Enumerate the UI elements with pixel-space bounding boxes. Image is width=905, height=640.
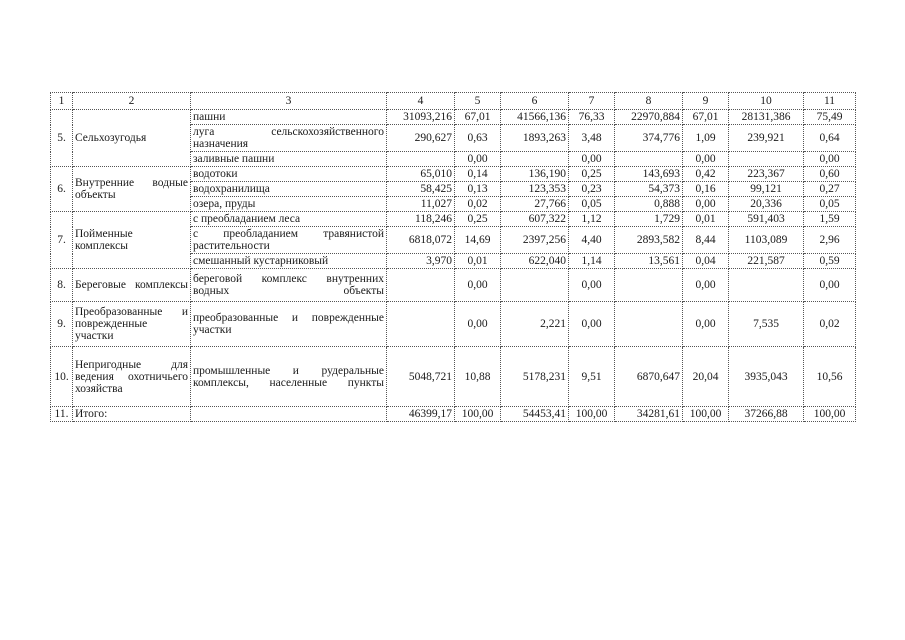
value-cell: 1103,089 xyxy=(729,227,804,254)
total-value-cell: 34281,61 xyxy=(615,407,683,422)
land-type: пашни xyxy=(191,110,387,125)
value-cell: 0,01 xyxy=(455,254,501,269)
value-cell: 622,040 xyxy=(501,254,569,269)
value-cell: 8,44 xyxy=(683,227,729,254)
category-name: Сельхозугодья xyxy=(73,110,191,167)
value-cell: 0,59 xyxy=(804,254,856,269)
table-body xyxy=(51,93,856,422)
value-cell: 0,63 xyxy=(455,125,501,152)
value-cell xyxy=(729,152,804,167)
value-cell: 239,921 xyxy=(729,125,804,152)
value-cell: 3,970 xyxy=(387,254,455,269)
value-cell: 6818,072 xyxy=(387,227,455,254)
land-type: преобразованные и поврежденные участки xyxy=(191,302,387,347)
value-cell: 0,05 xyxy=(804,197,856,212)
header-cell: 4 xyxy=(387,93,455,110)
value-cell: 0,00 xyxy=(569,152,615,167)
value-cell: 2,221 xyxy=(501,302,569,347)
row-number: 6. xyxy=(51,167,73,212)
land-type: заливные пашни xyxy=(191,152,387,167)
value-cell: 41566,136 xyxy=(501,110,569,125)
value-cell: 0,00 xyxy=(455,152,501,167)
table-row xyxy=(51,269,856,302)
land-type: промышленные и рудеральные комплексы, населенные пункты xyxy=(191,347,387,407)
header-cell: 11 xyxy=(804,93,856,110)
value-cell: 374,776 xyxy=(615,125,683,152)
land-type: водотоки xyxy=(191,167,387,182)
row-number: 7. xyxy=(51,212,73,269)
value-cell: 75,49 xyxy=(804,110,856,125)
value-cell: 0,42 xyxy=(683,167,729,182)
value-cell: 0,25 xyxy=(569,167,615,182)
header-cell: 6 xyxy=(501,93,569,110)
value-cell: 1,09 xyxy=(683,125,729,152)
value-cell xyxy=(501,269,569,302)
row-number: 9. xyxy=(51,302,73,347)
header-cell: 7 xyxy=(569,93,615,110)
value-cell: 0,00 xyxy=(683,152,729,167)
value-cell: 591,403 xyxy=(729,212,804,227)
value-cell: 0,00 xyxy=(455,302,501,347)
value-cell: 0,00 xyxy=(683,197,729,212)
value-cell: 5178,231 xyxy=(501,347,569,407)
value-cell: 67,01 xyxy=(455,110,501,125)
value-cell: 1,12 xyxy=(569,212,615,227)
table-row xyxy=(51,110,856,125)
land-type: смешанный кустарниковый xyxy=(191,254,387,269)
category-name: Преобразованные и поврежденные участки xyxy=(73,302,191,347)
value-cell: 0,00 xyxy=(804,152,856,167)
land-type: с преобладанием леса xyxy=(191,212,387,227)
value-cell: 0,16 xyxy=(683,182,729,197)
land-type: озера, пруды xyxy=(191,197,387,212)
value-cell: 1,729 xyxy=(615,212,683,227)
land-area-table xyxy=(50,92,856,422)
value-cell: 14,69 xyxy=(455,227,501,254)
value-cell: 0,01 xyxy=(683,212,729,227)
value-cell: 0,64 xyxy=(804,125,856,152)
value-cell: 607,322 xyxy=(501,212,569,227)
value-cell: 31093,216 xyxy=(387,110,455,125)
value-cell: 0,888 xyxy=(615,197,683,212)
category-name: Пойменные комплексы xyxy=(73,212,191,269)
value-cell xyxy=(387,302,455,347)
header-cell: 10 xyxy=(729,93,804,110)
category-name: Внутренние водные объекты xyxy=(73,167,191,212)
total-row xyxy=(51,407,856,422)
total-value-cell: 54453,41 xyxy=(501,407,569,422)
value-cell: 0,05 xyxy=(569,197,615,212)
land-type: луга сельскохозяйственного назначения xyxy=(191,125,387,152)
land-type: береговой комплекс внутренних водных объекты xyxy=(191,269,387,302)
value-cell: 10,88 xyxy=(455,347,501,407)
value-cell: 136,190 xyxy=(501,167,569,182)
value-cell: 0,27 xyxy=(804,182,856,197)
value-cell: 20,336 xyxy=(729,197,804,212)
value-cell: 221,587 xyxy=(729,254,804,269)
value-cell: 123,353 xyxy=(501,182,569,197)
value-cell: 0,13 xyxy=(455,182,501,197)
value-cell: 223,367 xyxy=(729,167,804,182)
header-cell: 5 xyxy=(455,93,501,110)
total-value-cell: 46399,17 xyxy=(387,407,455,422)
value-cell: 0,60 xyxy=(804,167,856,182)
total-value-cell: 100,00 xyxy=(683,407,729,422)
value-cell: 0,00 xyxy=(683,269,729,302)
category-name: Непригодные для ведения охотничьего хозяйства xyxy=(73,347,191,407)
value-cell xyxy=(729,269,804,302)
total-value-cell: 100,00 xyxy=(455,407,501,422)
value-cell: 0,04 xyxy=(683,254,729,269)
value-cell: 76,33 xyxy=(569,110,615,125)
total-value-cell: 100,00 xyxy=(569,407,615,422)
value-cell: 67,01 xyxy=(683,110,729,125)
value-cell: 4,40 xyxy=(569,227,615,254)
category-name: Береговые комплексы xyxy=(73,269,191,302)
header-cell: 1 xyxy=(51,93,73,110)
value-cell: 2397,256 xyxy=(501,227,569,254)
value-cell xyxy=(615,302,683,347)
value-cell: 65,010 xyxy=(387,167,455,182)
value-cell xyxy=(501,152,569,167)
value-cell: 143,693 xyxy=(615,167,683,182)
value-cell: 118,246 xyxy=(387,212,455,227)
value-cell: 22970,884 xyxy=(615,110,683,125)
table-row xyxy=(51,212,856,227)
header-cell: 2 xyxy=(73,93,191,110)
value-cell: 1,59 xyxy=(804,212,856,227)
value-cell xyxy=(387,269,455,302)
value-cell: 99,121 xyxy=(729,182,804,197)
value-cell: 290,627 xyxy=(387,125,455,152)
value-cell: 3935,043 xyxy=(729,347,804,407)
value-cell: 1,14 xyxy=(569,254,615,269)
land-type: водохранилища xyxy=(191,182,387,197)
row-number: 10. xyxy=(51,347,73,407)
total-value-cell: 37266,88 xyxy=(729,407,804,422)
land-type xyxy=(191,407,387,422)
value-cell: 6870,647 xyxy=(615,347,683,407)
header-row xyxy=(51,93,856,110)
value-cell xyxy=(387,152,455,167)
value-cell: 5048,721 xyxy=(387,347,455,407)
value-cell: 0,23 xyxy=(569,182,615,197)
row-number: 5. xyxy=(51,110,73,167)
value-cell: 20,04 xyxy=(683,347,729,407)
total-value-cell: 100,00 xyxy=(804,407,856,422)
value-cell: 11,027 xyxy=(387,197,455,212)
row-number: 8. xyxy=(51,269,73,302)
value-cell: 0,00 xyxy=(683,302,729,347)
value-cell: 13,561 xyxy=(615,254,683,269)
value-cell: 27,766 xyxy=(501,197,569,212)
value-cell: 0,02 xyxy=(455,197,501,212)
value-cell: 0,02 xyxy=(804,302,856,347)
value-cell: 1893,263 xyxy=(501,125,569,152)
header-cell: 3 xyxy=(191,93,387,110)
value-cell xyxy=(615,152,683,167)
row-number: 11. xyxy=(51,407,73,422)
value-cell: 9,51 xyxy=(569,347,615,407)
header-cell: 9 xyxy=(683,93,729,110)
value-cell: 28131,386 xyxy=(729,110,804,125)
land-type: с преобладанием травянистой растительности xyxy=(191,227,387,254)
value-cell: 0,00 xyxy=(569,269,615,302)
value-cell xyxy=(615,269,683,302)
category-name: Итого: xyxy=(73,407,191,422)
value-cell: 54,373 xyxy=(615,182,683,197)
value-cell: 10,56 xyxy=(804,347,856,407)
value-cell: 7,535 xyxy=(729,302,804,347)
value-cell: 0,00 xyxy=(455,269,501,302)
value-cell: 0,00 xyxy=(569,302,615,347)
value-cell: 0,25 xyxy=(455,212,501,227)
value-cell: 2,96 xyxy=(804,227,856,254)
value-cell: 0,00 xyxy=(804,269,856,302)
value-cell: 58,425 xyxy=(387,182,455,197)
table-row xyxy=(51,302,856,347)
header-cell: 8 xyxy=(615,93,683,110)
table-row xyxy=(51,347,856,407)
value-cell: 0,14 xyxy=(455,167,501,182)
table-row xyxy=(51,167,856,182)
value-cell: 3,48 xyxy=(569,125,615,152)
value-cell: 2893,582 xyxy=(615,227,683,254)
